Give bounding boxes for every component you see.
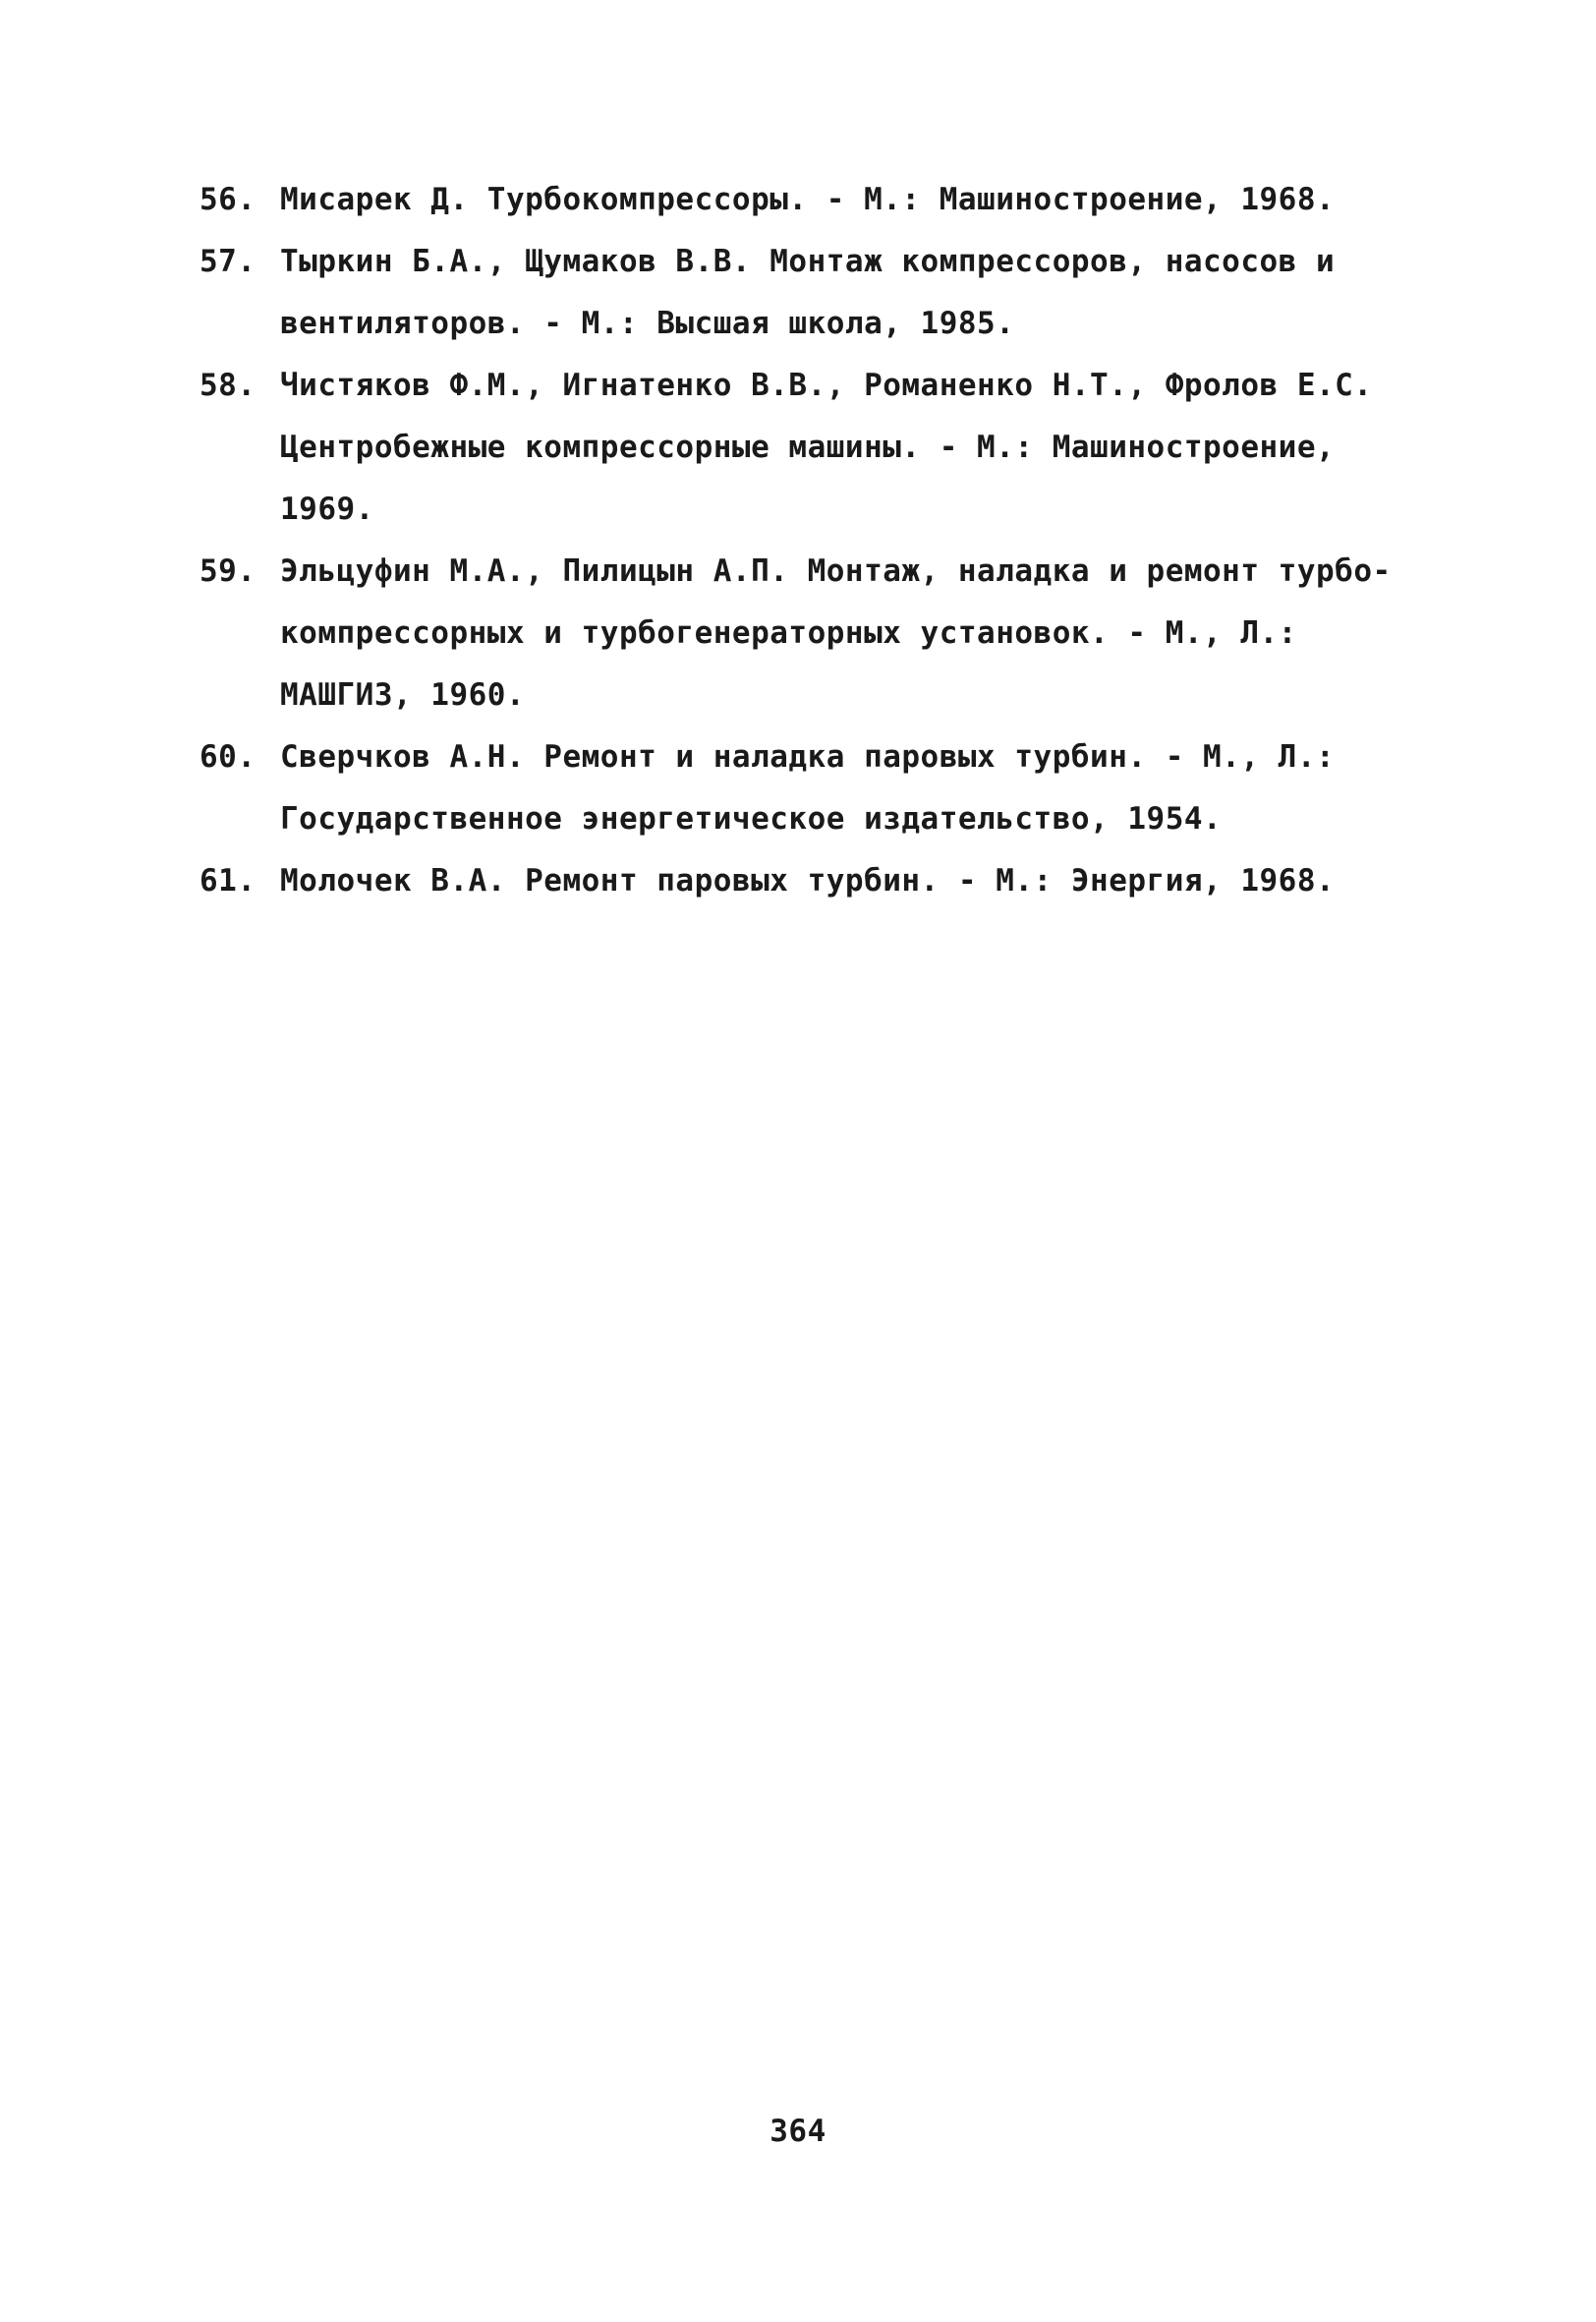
reference-number: 60. [200, 739, 256, 775]
reference-line: Государственное энергетическое издательство, 1954. [280, 801, 1223, 837]
reference-number: 61. [200, 863, 256, 899]
reference-line: МАШГИЗ, 1960. [280, 677, 526, 713]
reference-item [200, 726, 1438, 850]
reference-line: Сверчков А.Н. Ремонт и наладка паровых турбин. - М., Л.: [280, 739, 1336, 775]
reference-line: 1969. [280, 492, 374, 527]
page-number: 364 [770, 2114, 826, 2149]
reference-text [280, 726, 1335, 850]
reference-number: 58. [200, 368, 256, 403]
reference-number: 59. [200, 553, 256, 589]
reference-line: компрессорных и турбогенераторных установок. - М., Л.: [280, 615, 1297, 651]
reference-line: Молочек В.А. Ремонт паровых турбин. - М.: Энергия, 1968. [280, 863, 1336, 899]
reference-number: 56. [200, 182, 256, 217]
reference-text [280, 231, 1335, 355]
reference-item [200, 355, 1438, 541]
reference-text [280, 355, 1373, 541]
reference-line: Тыркин Б.А., Щумаков В.В. Монтаж компрессоров, насосов и [280, 244, 1336, 279]
reference-text [280, 541, 1392, 726]
reference-line: Центробежные компрессорные машины. - М.: Машиностроение, [280, 430, 1336, 465]
reference-item [200, 850, 1438, 912]
reference-line: Чистяков Ф.М., Игнатенко В.В., Романенко Н.Т., Фролов Е.С. [280, 368, 1373, 403]
reference-list [200, 169, 1438, 912]
reference-item [200, 541, 1438, 726]
reference-line: Эльцуфин М.А., Пилицын А.П. Монтаж, наладка и ремонт турбо- [280, 553, 1392, 589]
reference-number: 57. [200, 244, 256, 279]
reference-line: Мисарек Д. Турбокомпрессоры. - М.: Машиностроение, 1968. [280, 182, 1336, 217]
reference-text [280, 850, 1335, 912]
reference-item [200, 169, 1438, 231]
reference-text [280, 169, 1335, 231]
reference-line: вентиляторов. - М.: Высшая школа, 1985. [280, 306, 1015, 341]
reference-item [200, 231, 1438, 355]
